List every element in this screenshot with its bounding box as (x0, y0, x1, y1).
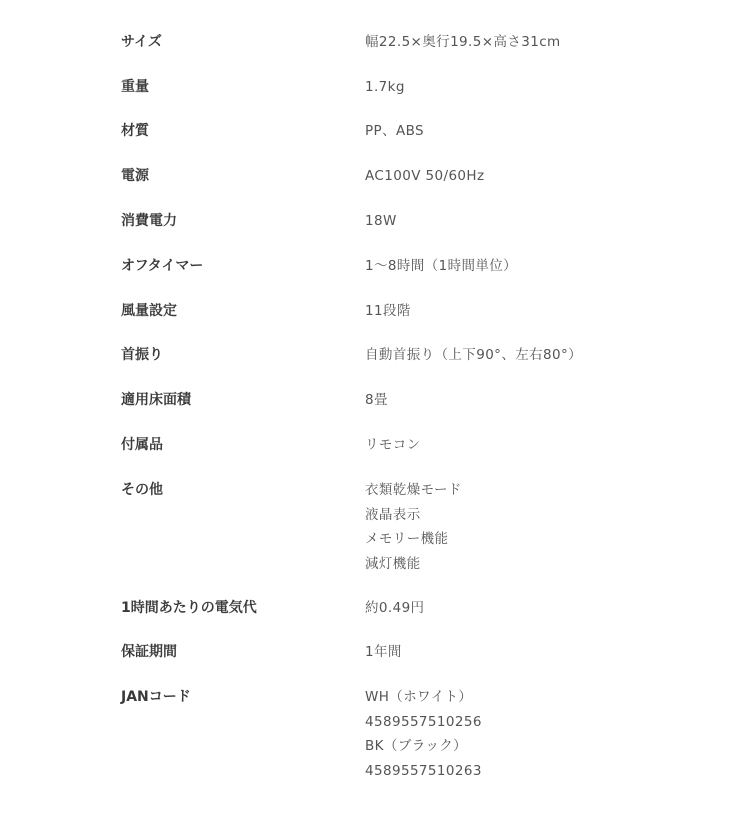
spec-label: その他 (121, 482, 163, 498)
spec-value-line: 幅22.5×奥行19.5×高さ31cm (365, 34, 561, 50)
spec-value (365, 299, 411, 324)
spec-value-line: 11段階 (365, 303, 411, 319)
spec-value-line: PP、ABS (365, 123, 425, 139)
spec-value-line: 自動首振り（上下90°、左右80°） (365, 347, 583, 363)
spec-label: サイズ (121, 34, 162, 50)
spec-label: 消費電力 (121, 213, 177, 229)
spec-label: 適用床面積 (121, 392, 191, 408)
spec-value (365, 254, 517, 279)
spec-value (365, 75, 405, 100)
spec-label: JANコード (121, 689, 191, 705)
spec-value-line: 減灯機能 (365, 555, 421, 572)
spec-value-line: 約0.49円 (365, 600, 425, 616)
spec-value (365, 640, 402, 665)
spec-label: 材質 (121, 123, 149, 139)
spec-label: 重量 (121, 79, 149, 95)
spec-label: 付属品 (121, 437, 163, 453)
spec-value (365, 596, 424, 621)
spec-value-line: WH（ホワイト） (365, 689, 473, 705)
spec-value (365, 30, 561, 55)
spec-value (365, 164, 484, 189)
spec-value-line: 1.7kg (365, 79, 405, 95)
spec-value-line: 8畳 (365, 392, 388, 408)
spec-value-line: 4589557510263 (365, 762, 482, 779)
spec-value (365, 209, 397, 234)
spec-value-line: BK（ブラック） (365, 738, 468, 754)
spec-value-line: 1～8時間（1時間単位） (365, 258, 518, 274)
spec-label: 電源 (121, 168, 149, 184)
spec-value (365, 685, 482, 783)
spec-value-line: AC100V 50/60Hz (365, 168, 485, 184)
spec-value-line: リモコン (365, 437, 421, 453)
spec-label: 首振り (121, 347, 163, 363)
spec-value (365, 388, 388, 413)
spec-value-line: 衣類乾燥モード (365, 482, 462, 498)
spec-value-line: 1年間 (365, 644, 402, 660)
spec-value (365, 119, 424, 144)
spec-label: オフタイマー (121, 258, 204, 274)
spec-value-line: 液晶表示 (365, 506, 421, 523)
spec-label: 風量設定 (121, 303, 177, 319)
spec-value-line: 18W (365, 213, 397, 229)
spec-value (365, 478, 462, 576)
spec-value (365, 343, 582, 368)
spec-value (365, 433, 421, 458)
spec-label: 1時間あたりの電気代 (121, 600, 257, 616)
spec-value-line: 4589557510256 (365, 713, 482, 730)
spec-value-line: メモリー機能 (365, 531, 449, 547)
spec-label: 保証期間 (121, 644, 177, 660)
